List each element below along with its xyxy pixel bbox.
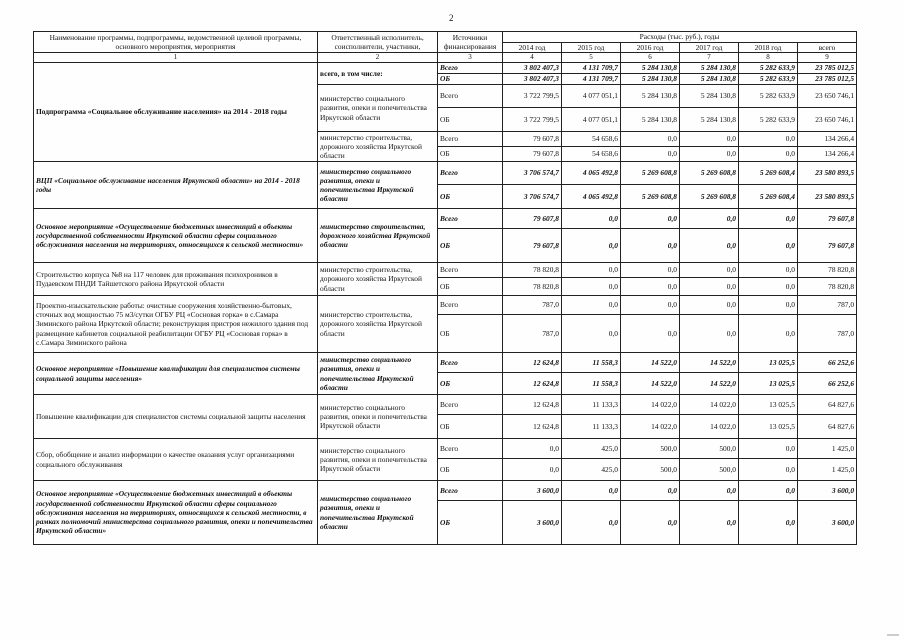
responsible-executor: министерство строительства, дорожного хозяйства Иркутской области [318,296,438,353]
year-amount: 14 522,0 [680,373,739,395]
responsible-executor: министерство социального развития, опеки и попечительства Иркутской области [318,439,438,481]
table-row [34,209,857,229]
column-number: 1 [34,53,318,63]
total-amount: 79 607,8 [798,229,857,263]
column-number: 4 [503,53,562,63]
item-name: Основное мероприятие «Осуществление бюджетных инвестиций в объекты государственной собственности Иркутской области сферы социального обслуживания населения на территориях, относящихся к сельской местности» [34,209,318,263]
table-row [34,439,857,459]
header-source: Источники финансирования [438,32,503,53]
year-amount: 5 282 633,9 [739,85,798,108]
year-amount: 12 624,8 [503,395,562,415]
total-amount: 3 600,0 [798,481,857,501]
year-amount: 5 269 608,8 [680,185,739,209]
total-amount: 64 827,6 [798,395,857,415]
year-amount: 5 284 130,8 [680,108,739,132]
total-amount: 78 820,8 [798,278,857,296]
table-row [34,353,857,373]
total-amount: 787,0 [798,296,857,315]
year-amount: 0,0 [680,209,739,229]
header-year: 2015 год [562,43,621,53]
year-amount: 79 607,8 [503,132,562,147]
year-amount: 54 658,6 [562,147,621,162]
item-name: Подпрограмма «Социальное обслуживание населения» на 2014 - 2018 годы [34,63,318,162]
year-amount: 0,0 [739,147,798,162]
total-amount: 23 785 012,5 [798,63,857,74]
total-amount: 3 600,0 [798,501,857,545]
funding-source: Всего [438,132,503,147]
year-amount: 5 284 130,8 [621,85,680,108]
year-amount: 4 065 492,8 [562,185,621,209]
year-amount: 5 269 608,8 [621,185,680,209]
total-amount: 66 252,6 [798,373,857,395]
funding-source: Всего [438,162,503,185]
year-amount: 0,0 [621,481,680,501]
year-amount: 3 706 574,7 [503,162,562,185]
year-amount: 5 269 608,8 [680,162,739,185]
year-amount: 79 607,8 [503,229,562,263]
year-amount: 0,0 [562,229,621,263]
column-number: 7 [680,53,739,63]
year-amount: 3 802 407,3 [503,63,562,74]
year-amount: 3 600,0 [503,501,562,545]
year-amount: 11 133,3 [562,415,621,439]
year-amount: 14 522,0 [621,353,680,373]
year-amount: 0,0 [621,147,680,162]
year-amount: 4 131 709,7 [562,63,621,74]
year-amount: 5 284 130,8 [680,85,739,108]
table-row [34,395,857,415]
responsible-executor: министерство социального развития, опеки и попечительства Иркутской области [318,85,438,132]
year-amount: 4 065 492,8 [562,162,621,185]
total-amount: 23 580 893,5 [798,162,857,185]
year-amount: 0,0 [562,315,621,353]
total-amount: 23 650 746,1 [798,108,857,132]
funding-source: ОБ [438,185,503,209]
year-amount: 0,0 [739,278,798,296]
year-amount: 5 284 130,8 [621,108,680,132]
year-amount: 0,0 [562,481,621,501]
funding-source: ОБ [438,229,503,263]
year-amount: 0,0 [562,263,621,278]
year-amount: 3 600,0 [503,481,562,501]
year-amount: 0,0 [739,209,798,229]
header-responsible: Ответственный исполнитель, соисполнители, участники, [318,32,438,53]
year-amount: 0,0 [680,501,739,545]
table-row [34,263,857,278]
year-amount: 5 269 608,8 [621,162,680,185]
funding-source: Всего [438,209,503,229]
year-amount: 12 624,8 [503,415,562,439]
item-name: ВЦП «Социальное обслуживание населения Иркутской области» на 2014 - 2018 годы [34,162,318,209]
year-amount: 0,0 [739,229,798,263]
funding-source: Всего [438,481,503,501]
year-amount: 0,0 [680,481,739,501]
year-amount: 11 133,3 [562,395,621,415]
year-amount: 500,0 [621,439,680,459]
year-amount: 14 522,0 [621,373,680,395]
table-row [34,63,857,74]
responsible-executor: министерство социального развития, опеки и попечительства Иркутской области [318,481,438,545]
responsible-executor: министерство социального развития, опеки и попечительства Иркутской области [318,162,438,209]
column-number: 9 [798,53,857,63]
year-amount: 14 022,0 [621,395,680,415]
column-number-row [34,53,857,63]
header-total: всего [798,43,857,53]
year-amount: 5 284 130,8 [621,74,680,85]
year-amount: 3 722 799,5 [503,85,562,108]
funding-source: ОБ [438,108,503,132]
year-amount: 0,0 [680,132,739,147]
year-amount: 0,0 [739,439,798,459]
year-amount: 14 522,0 [680,353,739,373]
year-amount: 5 282 633,9 [739,63,798,74]
year-amount: 0,0 [739,501,798,545]
year-amount: 0,0 [680,147,739,162]
year-amount: 0,0 [621,209,680,229]
total-amount: 23 785 012,5 [798,74,857,85]
year-amount: 0,0 [739,481,798,501]
table-row [34,296,857,315]
funding-source: ОБ [438,147,503,162]
year-amount: 14 022,0 [680,415,739,439]
funding-source: ОБ [438,278,503,296]
year-amount: 0,0 [562,278,621,296]
year-amount: 5 284 130,8 [621,63,680,74]
year-amount: 14 022,0 [680,395,739,415]
column-number: 8 [739,53,798,63]
total-amount: 1 425,0 [798,439,857,459]
year-amount: 425,0 [562,459,621,481]
year-amount: 4 077 051,1 [562,108,621,132]
funding-source: ОБ [438,501,503,545]
year-amount: 0,0 [680,229,739,263]
total-amount: 1 425,0 [798,459,857,481]
header-name: Наименование программы, подпрограммы, ведомственной целевой программы, основного мероприятия, мероприятия [34,32,318,53]
year-amount: 12 624,8 [503,373,562,395]
year-amount: 0,0 [739,459,798,481]
total-amount: 787,0 [798,315,857,353]
year-amount: 13 025,5 [739,395,798,415]
header-year: 2017 год [680,43,739,53]
year-amount: 425,0 [562,439,621,459]
year-amount: 0,0 [621,501,680,545]
year-amount: 11 558,3 [562,373,621,395]
total-amount: 66 252,6 [798,353,857,373]
responsible-executor: министерство строительства, дорожного хозяйства Иркутской области [318,263,438,296]
year-amount: 0,0 [680,278,739,296]
year-amount: 13 025,5 [739,373,798,395]
funding-source: ОБ [438,315,503,353]
year-amount: 0,0 [621,315,680,353]
year-amount: 3 706 574,7 [503,185,562,209]
funding-source: ОБ [438,415,503,439]
column-number: 5 [562,53,621,63]
year-amount: 0,0 [621,263,680,278]
responsible-executor: министерство строительства, дорожного хозяйства Иркутской области [318,209,438,263]
column-number: 2 [318,53,438,63]
year-amount: 3 722 799,5 [503,108,562,132]
year-amount: 5 282 633,9 [739,108,798,132]
funding-source: Всего [438,395,503,415]
year-amount: 5 269 608,4 [739,162,798,185]
year-amount: 4 131 709,7 [562,74,621,85]
budget-table [33,31,857,545]
year-amount: 78 820,8 [503,263,562,278]
item-name: Повышение квалификации для специалистов системы социальной защиты населения [34,395,318,439]
year-amount: 5 284 130,8 [680,63,739,74]
year-amount: 0,0 [621,296,680,315]
year-amount: 54 658,6 [562,132,621,147]
year-amount: 0,0 [680,263,739,278]
year-amount: 500,0 [680,459,739,481]
funding-source: Всего [438,85,503,108]
year-amount: 0,0 [739,296,798,315]
item-name: Основное мероприятие «Осуществление бюджетных инвестиций в объекты государственной собственности Иркутской области сферы социального обслуживания населения на территориях, относящихся к сельской местности, в рамках полномочий министерства социального развития, опеки и попечительства Иркутской области» [34,481,318,545]
header-row-top [34,32,857,43]
total-amount: 23 580 893,5 [798,185,857,209]
item-name: Основное мероприятие «Повышение квалификации для специалистов системы социальной защиты населения» [34,353,318,395]
column-number: 6 [621,53,680,63]
funding-source: Всего [438,439,503,459]
year-amount: 0,0 [621,132,680,147]
total-amount: 23 650 746,1 [798,85,857,108]
page-number: 2 [449,13,454,23]
header-year: 2016 год [621,43,680,53]
year-amount: 787,0 [503,296,562,315]
year-amount: 3 802 407,3 [503,74,562,85]
responsible-executor: министерство строительства, дорожного хозяйства Иркутской области [318,132,438,162]
funding-source: Всего [438,353,503,373]
scan-speck [887,634,899,636]
year-amount: 78 820,8 [503,278,562,296]
total-amount: 79 607,8 [798,209,857,229]
total-amount: 134 266,4 [798,147,857,162]
total-amount: 64 827,6 [798,415,857,439]
year-amount: 79 607,8 [503,147,562,162]
year-amount: 12 624,8 [503,353,562,373]
year-amount: 0,0 [739,132,798,147]
responsible-executor: министерство социального развития, опеки и попечительства Иркутской области [318,395,438,439]
table-row [34,481,857,501]
year-amount: 0,0 [562,296,621,315]
year-amount: 0,0 [562,501,621,545]
year-amount: 79 607,8 [503,209,562,229]
year-amount: 787,0 [503,315,562,353]
year-amount: 0,0 [503,439,562,459]
column-number: 3 [438,53,503,63]
year-amount: 0,0 [503,459,562,481]
year-amount: 0,0 [739,315,798,353]
total-amount: 78 820,8 [798,263,857,278]
year-amount: 500,0 [680,439,739,459]
year-amount: 0,0 [739,263,798,278]
year-amount: 5 282 633,9 [739,74,798,85]
year-amount: 13 025,5 [739,353,798,373]
funding-source: ОБ [438,459,503,481]
funding-source: ОБ [438,373,503,395]
year-amount: 0,0 [562,209,621,229]
header-year: 2014 год [503,43,562,53]
year-amount: 0,0 [680,296,739,315]
year-amount: 0,0 [621,278,680,296]
item-name: Сбор, обобщение и анализ информации о качестве оказания услуг организациями социального обслуживания [34,439,318,481]
item-name: Проектно-изыскательские работы: очистные сооружения хозяйственно-бытовых, сточных вод мощностью 75 м3/сутки ОГБУ РЦ «Сосновая горка» в с.Самара Зиминского района Иркутской области; реконструкция пристроя нежилого здания под размещение кабинетов социальной реабилитации ОГБУ РЦ «Сосновая горка» в с.Самара Зиминского района [34,296,318,353]
item-name: Строительство корпуса №8 на 117 человек для проживания психохроников в Пудаевском ПНДИ Тайшетского района Иркутской области [34,263,318,296]
funding-source: Всего [438,263,503,278]
year-amount: 14 022,0 [621,415,680,439]
year-amount: 5 269 608,4 [739,185,798,209]
year-amount: 500,0 [621,459,680,481]
year-amount: 0,0 [680,315,739,353]
responsible-executor: министерство социального развития, опеки и попечительства Иркутской области [318,353,438,395]
year-amount: 0,0 [621,229,680,263]
year-amount: 11 558,3 [562,353,621,373]
funding-source: Всего [438,296,503,315]
year-amount: 5 284 130,8 [680,74,739,85]
funding-source: ОБ [438,74,503,85]
responsible-executor: всего, в том числе: [318,63,438,85]
table-row [34,162,857,185]
header-expenses: Расходы (тыс. руб.), годы [503,32,857,43]
year-amount: 4 077 051,1 [562,85,621,108]
total-amount: 134 266,4 [798,132,857,147]
funding-source: Всего [438,63,503,74]
year-amount: 13 025,5 [739,415,798,439]
header-year: 2018 год [739,43,798,53]
